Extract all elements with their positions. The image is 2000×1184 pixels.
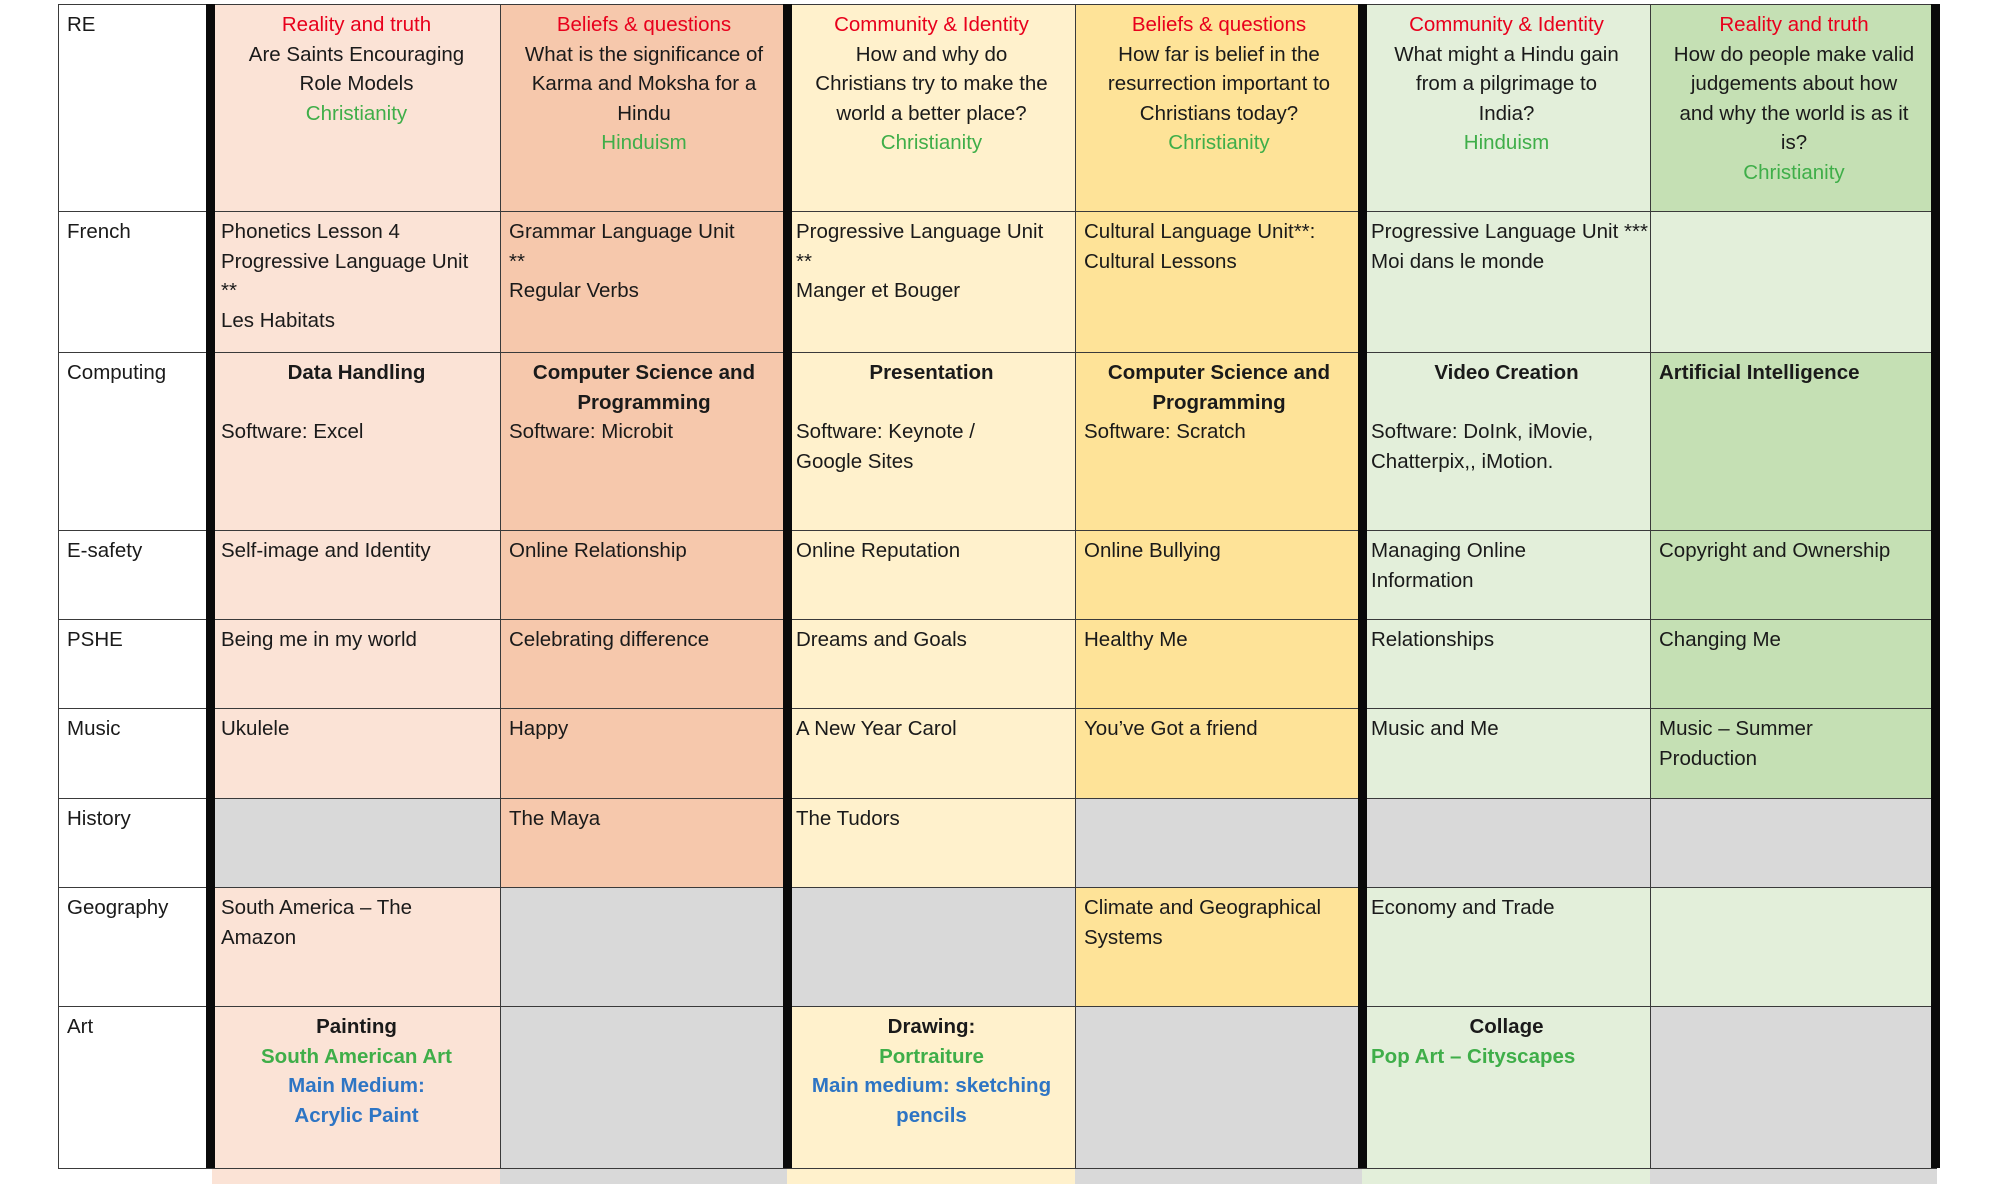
cell-computing-3 <box>787 352 1075 530</box>
cell-text-line: Hindu <box>617 101 671 125</box>
cell-text-line: Painting <box>316 1015 397 1038</box>
cell-text-line: Music – Summer <box>1659 717 1813 740</box>
cell-text-line: Software: Keynote / <box>796 420 975 443</box>
cell-history-4 <box>1075 798 1362 887</box>
cell-text-line: Video Creation <box>1434 361 1579 384</box>
cell-art-4 <box>1075 1006 1362 1184</box>
cell-french-4 <box>1075 211 1362 352</box>
term-divider-middle-2 <box>1358 4 1367 1168</box>
cell-text-line: Online Reputation <box>796 539 961 562</box>
cell-e-safety-6 <box>1650 530 1937 619</box>
cell-pshe-3 <box>787 619 1075 708</box>
cell-text-line: How and why do <box>855 42 1008 66</box>
cell-text-line: South American Art <box>261 1044 452 1068</box>
cell-geography-1 <box>212 887 500 1006</box>
row-border <box>58 1168 1937 1170</box>
cell-art-2 <box>500 1006 787 1184</box>
cell-text-line: Progressive Language Unit <box>796 220 1044 243</box>
cell-text-line: Computer Science and <box>532 361 756 384</box>
cell-music-1 <box>212 708 500 798</box>
cell-text-line: The Tudors <box>796 807 900 830</box>
subject-french: French <box>58 211 212 352</box>
cell-text-line: South America – The <box>221 896 413 919</box>
cell-text-line: Community & Identity <box>834 13 1029 36</box>
row-border <box>58 887 1937 889</box>
cell-text-line: Progressive Language Unit <box>221 249 469 273</box>
cell-french-1 <box>212 211 500 352</box>
cell-music-4 <box>1075 708 1362 798</box>
cell-text-line: Progressive Language Unit *** <box>1371 220 1648 243</box>
column-border <box>500 4 502 1168</box>
cell-text-line: Karma and Moksha for a <box>531 72 757 95</box>
cell-text-line: Role Models <box>299 72 414 95</box>
cell-art-5 <box>1362 1006 1650 1184</box>
cell-text-line: Portraiture <box>879 1044 984 1068</box>
cell-text-line: Christianity <box>880 131 983 154</box>
subject-art: Art <box>58 1006 212 1184</box>
cell-text-line: Systems <box>1084 925 1163 949</box>
cell-text-line: Managing Online <box>1371 539 1526 562</box>
cell-geography-4 <box>1075 887 1362 1006</box>
cell-text-line: Information <box>1371 568 1474 592</box>
cell-text-line <box>796 388 1067 418</box>
cell-text-line: ** <box>221 279 237 302</box>
cell-text-line: Computer Science and <box>1107 361 1331 384</box>
cell-text-line: Programming <box>1152 390 1286 414</box>
cell-music-2 <box>500 708 787 798</box>
cell-re-6 <box>1650 4 1937 211</box>
cell-text-line: Celebrating difference <box>509 628 710 651</box>
cell-music-6 <box>1650 708 1937 798</box>
cell-text-line: Economy and Trade <box>1371 896 1555 919</box>
cell-text-line: Happy <box>509 717 569 740</box>
cell-computing-4 <box>1075 352 1362 530</box>
cell-text-line: India? <box>1478 101 1535 125</box>
cell-re-2 <box>500 4 787 211</box>
cell-text-line: Les Habitats <box>221 308 335 332</box>
cell-text-line: Regular Verbs <box>509 279 639 302</box>
cell-text-line: Production <box>1659 746 1758 770</box>
cell-text-line: ** <box>796 249 812 273</box>
cell-text-line: Software: DoInk, iMovie, <box>1371 420 1594 443</box>
cell-text-line: Amazon <box>221 925 297 949</box>
cell-text-line: Software: Excel <box>221 420 364 443</box>
cell-text-line: judgements about how <box>1690 72 1898 95</box>
cell-text-line: Moi dans le monde <box>1371 249 1545 273</box>
column-border <box>58 4 60 1168</box>
cell-computing-1 <box>212 352 500 530</box>
cell-text-line: Software: Scratch <box>1084 420 1246 443</box>
cell-history-2 <box>500 798 787 887</box>
cell-text-line: and why the world is as it <box>1679 101 1909 125</box>
cell-text-line: Acrylic Paint <box>294 1103 419 1127</box>
cell-text-line: Being me in my world <box>221 628 417 651</box>
cell-text-line: What might a Hindu gain <box>1394 42 1619 66</box>
cell-art-6 <box>1650 1006 1937 1184</box>
cell-text-line: Main medium: sketching <box>811 1074 1052 1097</box>
row-border <box>58 4 1937 6</box>
cell-text-line: Grammar Language Unit <box>509 220 735 243</box>
subject-pshe: PSHE <box>58 619 212 708</box>
cell-text-line: Reality and truth <box>1719 13 1869 36</box>
term-divider-left <box>206 4 215 1168</box>
row-border <box>58 798 1937 800</box>
subject-geography: Geography <box>58 887 212 1006</box>
row-border <box>58 352 1937 354</box>
cell-text-line: How far is belief in the <box>1118 42 1320 66</box>
cell-computing-6 <box>1650 352 1937 530</box>
cell-geography-3 <box>787 887 1075 1006</box>
cell-text-line: pencils <box>896 1103 967 1127</box>
cell-text-line: Reality and truth <box>281 13 432 36</box>
cell-pshe-2 <box>500 619 787 708</box>
cell-text-line: Dreams and Goals <box>796 628 967 651</box>
cell-text-line: ** <box>509 249 525 273</box>
cell-text-line: What is the significance of <box>524 42 764 66</box>
cell-text-line: Christians try to make the <box>815 72 1048 95</box>
cell-text-line: Online Relationship <box>509 539 687 562</box>
cell-text-line: Relationships <box>1371 628 1495 651</box>
subject-history: History <box>58 798 212 887</box>
cell-text-line: Christianity <box>305 101 408 125</box>
row-border <box>58 1006 1937 1008</box>
cell-text-line: is? <box>1780 131 1808 154</box>
cell-text-line: Music and Me <box>1371 717 1499 740</box>
cell-history-6 <box>1650 798 1937 887</box>
cell-text-line: Cultural Lessons <box>1084 249 1237 273</box>
cell-french-2 <box>500 211 787 352</box>
cell-text-line: Manger et Bouger <box>796 279 961 302</box>
row-border <box>58 211 1937 213</box>
cell-text-line: Christianity <box>1168 131 1270 154</box>
cell-text-line: Phonetics Lesson 4 <box>221 220 400 243</box>
subject-re: RE <box>58 4 212 211</box>
cell-text-line: Google Sites <box>796 449 914 473</box>
cell-text-line: Are Saints Encouraging <box>248 42 465 66</box>
cell-re-3 <box>787 4 1075 211</box>
cell-pshe-4 <box>1075 619 1362 708</box>
cell-text-line: Main Medium: <box>288 1074 425 1097</box>
term-divider-middle-1 <box>783 4 792 1168</box>
cell-text-line <box>1371 388 1642 418</box>
cell-text-line: Changing Me <box>1659 628 1781 651</box>
subject-e-safety: E-safety <box>58 530 212 619</box>
cell-text-line: Copyright and Ownership <box>1659 539 1891 562</box>
cell-computing-2 <box>500 352 787 530</box>
cell-text-line: Programming <box>577 390 711 414</box>
row-border <box>58 708 1937 710</box>
cell-text-line: Hinduism <box>1463 131 1550 154</box>
cell-text-line: Hinduism <box>601 131 687 154</box>
cell-pshe-6 <box>1650 619 1937 708</box>
cell-text-line: Christianity <box>1743 160 1845 184</box>
cell-history-3 <box>787 798 1075 887</box>
cell-text-line: Presentation <box>869 361 994 384</box>
cell-text-line: Beliefs & questions <box>556 13 732 36</box>
cell-text-line: world a better place? <box>836 101 1027 125</box>
cell-text-line: Drawing: <box>887 1015 976 1038</box>
cell-text-line <box>221 388 492 418</box>
cell-text-line: A New Year Carol <box>796 717 957 740</box>
cell-text-line: Chatterpix,, iMotion. <box>1371 449 1554 473</box>
cell-text-line: Artificial Intelligence <box>1659 361 1860 384</box>
column-border <box>1650 4 1652 1168</box>
cell-geography-2 <box>500 887 787 1006</box>
cell-history-5 <box>1362 798 1650 887</box>
cell-text-line: Pop Art – Cityscapes <box>1371 1044 1576 1068</box>
row-border <box>58 619 1937 621</box>
cell-text-line: Climate and Geographical <box>1084 896 1322 919</box>
cell-text-line: Collage <box>1469 1015 1544 1038</box>
cell-re-5 <box>1362 4 1650 211</box>
cell-text-line: Christians today? <box>1139 101 1299 125</box>
cell-text-line: Beliefs & questions <box>1131 13 1307 36</box>
cell-text-line: You’ve Got a friend <box>1084 717 1258 740</box>
cell-text-line: Community & Identity <box>1409 13 1604 36</box>
cell-text-line: Cultural Language Unit**: <box>1084 220 1316 243</box>
column-border <box>1075 4 1077 1168</box>
cell-french-3 <box>787 211 1075 352</box>
cell-art-1 <box>212 1006 500 1184</box>
cell-text-line: resurrection important to <box>1107 72 1331 95</box>
term-divider-right <box>1931 4 1940 1168</box>
cell-e-safety-5 <box>1362 530 1650 619</box>
cell-text-line: The Maya <box>509 807 601 830</box>
cell-text-line: Ukulele <box>221 717 290 740</box>
cell-pshe-1 <box>212 619 500 708</box>
cell-text-line: Software: Microbit <box>509 420 674 443</box>
row-border <box>58 530 1937 532</box>
cell-text-line: Online Bullying <box>1084 539 1221 562</box>
cell-music-3 <box>787 708 1075 798</box>
cell-e-safety-1 <box>212 530 500 619</box>
subject-computing: Computing <box>58 352 212 530</box>
cell-art-3 <box>787 1006 1075 1184</box>
cell-re-4 <box>1075 4 1362 211</box>
cell-e-safety-3 <box>787 530 1075 619</box>
cell-e-safety-4 <box>1075 530 1362 619</box>
cell-text-line: Self-image and Identity <box>221 539 431 562</box>
cell-e-safety-2 <box>500 530 787 619</box>
cell-text-line: from a pilgrimage to <box>1415 72 1598 95</box>
cell-history-1 <box>212 798 500 887</box>
cell-pshe-5 <box>1362 619 1650 708</box>
cell-music-5 <box>1362 708 1650 798</box>
cell-computing-5 <box>1362 352 1650 530</box>
cell-text-line: How do people make valid <box>1673 42 1915 66</box>
cell-re-1 <box>212 4 500 211</box>
cell-text-line: Data Handling <box>287 361 426 384</box>
subject-music: Music <box>58 708 212 798</box>
cell-text-line: Healthy Me <box>1084 628 1188 651</box>
